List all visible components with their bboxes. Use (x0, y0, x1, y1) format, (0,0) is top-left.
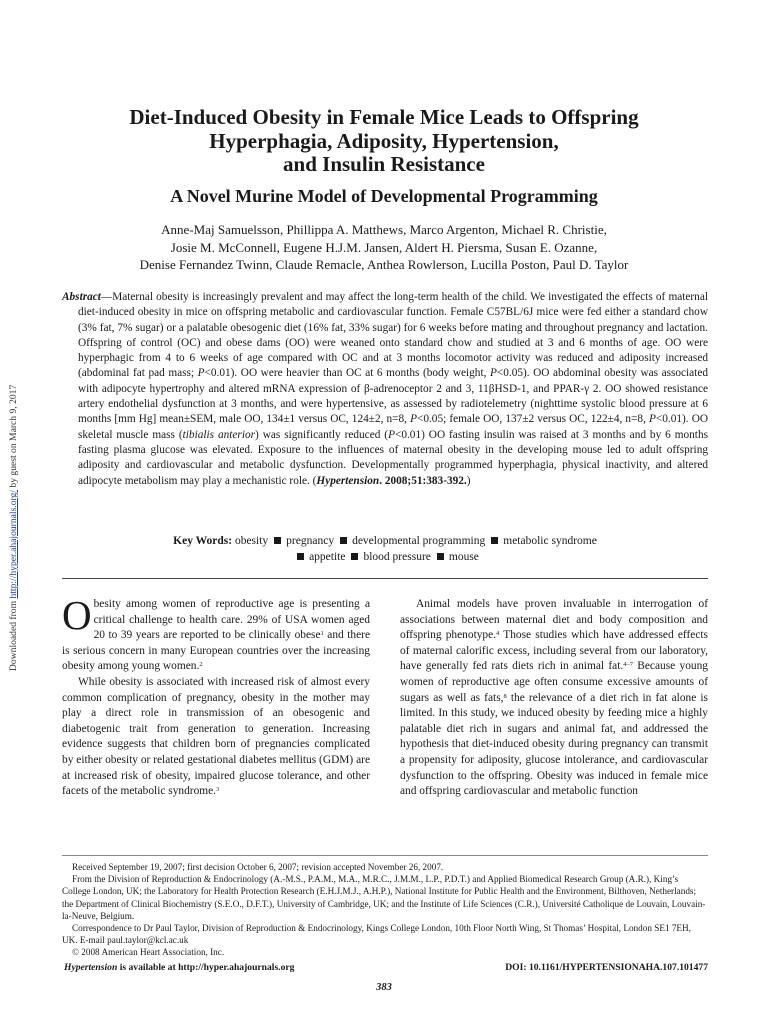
citation-details: . 2008;51:383-392. (379, 474, 467, 487)
download-note-link[interactable]: http://hyper.ahajournals.org/ (8, 489, 19, 599)
doi: DOI: 10.1161/HYPERTENSIONAHA.107.101477 (505, 962, 708, 973)
body-text: besity among women of reproductive age is presenting a critical challenge to health care. 29% of USA women aged 20 to 39 years are reported to be clinically obese (93, 598, 370, 642)
reference-marker: 4 (496, 630, 500, 638)
body-text: While obesity is associated with increased risk of almost every common complication of pregnancy, obesity in the mother may play a direct role in transmission of an obesogenic and diabetogenic trait from generation to generation. Increasing evidence suggests that children born of pregnancies complicated by either obesity or related gestational diabetes mellitus (GDM) are at increased risk of obesity, impaired glucose tolerance, and other facets of the metabolic syndrome. (62, 675, 370, 798)
journal-url-text: is available at http://hyper.ahajournals.org (117, 962, 295, 973)
square-bullet-icon (437, 553, 444, 560)
abstract-text: <0.01). OO skeletal muscle mass ( (78, 413, 709, 441)
abstract-text: —Maternal obesity is increasingly prevalent and may affect the long-term health of the child. We investigated the effects of maternal diet-induced obesity in mice on offspring metabolic and cardiovascular function. Female C57BL/6J mice were fed either a standard chow (3% fat, 7% sugar) or a palatable obesogenic diet (16% fat, 33% sugar) for 6 weeks before mating and throughout pregnancy and lactation. Offspring of control (OC) and obese dams (OO) were weaned onto standard chow and studied at 3 and 6 months of age. OO were hyperphagic from 4 to 6 weeks of age compared with OC and at 3 months locomotor activity was reduced and adiposity increased (abdominal fat pad mass; (78, 291, 708, 380)
keywords-row (62, 550, 708, 566)
p-symbol: P (197, 367, 205, 380)
title-line: Diet-Induced Obesity in Female Mice Leads to Offspring (129, 105, 639, 129)
footnotes (62, 861, 708, 959)
journal-availability (64, 962, 294, 974)
reference-marker: 3 (216, 786, 220, 794)
body-paragraph (400, 597, 708, 800)
abstract-text: <0.01). OO were heavier than OC at 6 months (body weight, (204, 367, 490, 380)
title-line: and Insulin Resistance (283, 152, 485, 176)
reference-marker: 1 (320, 630, 324, 638)
p-symbol: P (648, 413, 656, 426)
author-line: Denise Fernandez Twinn, Claude Remacle, Anthea Rowlerson, Lucilla Poston, Paul D. Taylor (139, 257, 629, 272)
abstract-text: <0.05). OO abdominal obesity was associated with adipocyte hypertrophy and altered mRNA expression of β-adrenoceptor 2 and 3, 11βHSD-1, and PPAR-γ 2. OO showed resistance artery endothelial dysfunction at 3 months, and were hypertensive, as assessed by radiotelemetry (nighttime systolic blood pressure at 6 months [mm Hg] mean±SEM, male OO, 134±1 versus OC, 124±2, n=8, (78, 367, 708, 426)
square-bullet-icon (340, 537, 347, 544)
keyword: metabolic syndrome (503, 535, 597, 547)
title-line: Hyperphagia, Adiposity, Hypertension, (209, 128, 559, 153)
body-text: the relevance of a diet rich in fat alone is limited. In this study, we induced obesity by feeding mice a highly palatable diet rich in sugars and animal fat, and addressed the hypothesis that diet-induced obesity during pregnancy can transmit a propensity for adiposity, glucose intolerance, and cardiovascular dysfunction to the offspring. Obesity was induced in female mice and offspring cardiovascular and metabolic function (400, 691, 708, 798)
p-symbol: P (388, 428, 395, 441)
body-column-left (62, 592, 371, 800)
body-text: Animal models have proven invaluable in interrogation of associations between maternal diet and body composition and offspring phenotype. (400, 598, 708, 642)
citation-journal: Hypertension (316, 474, 380, 487)
keywords (62, 534, 708, 565)
article-title (60, 106, 708, 177)
body-paragraph (62, 592, 371, 675)
square-bullet-icon (491, 537, 498, 544)
keywords-label: Key Words: (173, 535, 233, 547)
author-list (60, 221, 708, 274)
abstract-close: ) (466, 474, 471, 487)
abstract-text: ) was significantly reduced ( (255, 428, 389, 441)
body-column-right (400, 597, 708, 800)
p-symbol: P (410, 413, 417, 426)
footnote-divider (62, 855, 708, 856)
author-line: Anne-Maj Samuelsson, Phillippa A. Matthews, Marco Argenton, Michael R. Christie, (161, 222, 607, 237)
journal-name: Hypertension (64, 962, 118, 973)
square-bullet-icon (297, 553, 304, 560)
reference-marker: 4–7 (623, 661, 633, 669)
body-text: Those studies which have addressed effects of maternal calorific excess, including several from our laboratory, have generally fed rats diets rich in animal fat. (400, 629, 708, 673)
reference-marker: 8 (503, 692, 507, 700)
muscle-name: tibialis anterior (182, 428, 256, 441)
square-bullet-icon (351, 553, 358, 560)
footnote: Received September 19, 2007; first decision October 6, 2007; revision accepted November 26, 2007. (72, 862, 444, 872)
keyword: appetite (309, 550, 346, 563)
body-text: and there is serious concern in many European countries over the increasing obesity among young women. (62, 629, 371, 673)
footnote: © 2008 American Heart Association, Inc. (72, 947, 225, 958)
body-paragraph (62, 675, 370, 800)
section-divider (62, 578, 708, 579)
abstract-text: <0.05; female OO, 137±2 versus OC, 122±4, n=8, (416, 413, 649, 426)
footnote: From the Division of Reproduction & Endocrinology (A.-M.S., P.A.M., M.A., M.R.C., J.M.M., L.P., P.D.T.) and Applied Biomedical Research Group (A.R.), King’s College London, UK; the Laboratory for Health Protection Research (E.H.J.M.J., A.H.P.), National Institute for Public Health and the Environment, Bilthoven, Netherlands; the Department of Clinical Biochemistry (S.E.O., D.F.T.), University of Cambridge, UK; and the Institute of Life Sciences (C.R.), Université Catholique de Louvain, Louvain-la-Neuve, Belgium. (62, 874, 706, 921)
abstract-label: Abstract (62, 291, 101, 303)
download-note-prefix: Downloaded from (8, 598, 19, 671)
keyword: developmental programming (352, 535, 486, 547)
square-bullet-icon (274, 537, 281, 544)
keyword: obesity (234, 535, 269, 547)
reference-marker: 2 (199, 661, 203, 669)
abstract (62, 290, 708, 489)
author-line: Josie M. McConnell, Eugene H.J.M. Jansen, Aldert H. Piersma, Susan E. Ozanne, (170, 239, 598, 255)
keyword: pregnancy (286, 535, 335, 547)
drop-cap: O (62, 592, 92, 638)
page-number: 383 (376, 982, 392, 993)
keyword: mouse (448, 550, 479, 563)
abstract-text: <0.01) OO fasting insulin was raised at 3 months and by 6 months fasting plasma glucose was elevated. Exposure to the influences of maternal obesity in the developing mouse led to adult offspring adiposity and cardiovascular and metabolic dysfunction. Developmentally programmed hyperphagia, physical inactivity, and altered adipocyte metabolism may play a mechanistic role. ( (78, 428, 708, 487)
keywords-row (62, 534, 708, 550)
keyword: blood pressure (363, 550, 431, 563)
p-symbol: P (489, 367, 497, 380)
body-text: Because young women of reproductive age often consume excessive amounts of sugars as well as fats, (400, 660, 708, 704)
article-subtitle: A Novel Murine Model of Developmental Programming (170, 186, 598, 206)
download-note-suffix: by guest on March 9, 2017 (8, 384, 19, 490)
footnote: Correspondence to Dr Paul Taylor, Division of Reproduction & Endocrinology, Kings College London, 10th Floor North Wing, St Thomas’ Hospital, London SE1 7EH, UK. E-mail paul.taylor@kcl.ac.uk (62, 923, 691, 946)
abstract-paragraph (62, 290, 708, 489)
download-note (4, 353, 22, 671)
